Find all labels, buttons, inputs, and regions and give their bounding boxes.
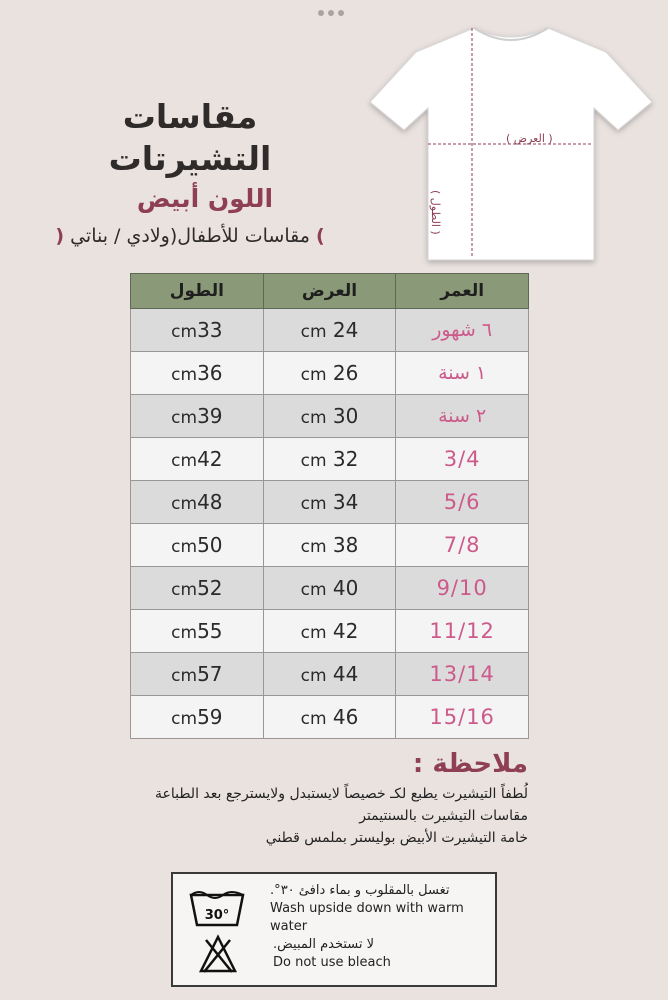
cell-age: 7/8 [396,524,529,567]
cell-length [131,610,264,653]
length-value: 48 [197,490,223,514]
table-row [131,352,529,395]
unit-label: cm [171,408,198,428]
width-label: ( العرض ) [506,132,553,145]
note-line-3: خامة التيشيرت الأبيض بوليستر بملمس قطني [265,830,528,846]
unit-label: cm [300,408,327,428]
bleach-text-en: Do not use bleach [273,955,391,970]
length-value: 36 [197,361,223,385]
color-label: اللون أبيض [136,184,274,213]
cell-width [263,395,396,438]
cell-width [263,524,396,567]
cell-age: ١ سنة [396,352,529,395]
length-value: 57 [197,662,223,686]
notes-section [155,745,528,849]
length-value: 33 [197,318,223,342]
paren-right: ) [315,225,325,247]
table-row [131,395,529,438]
unit-label: cm [300,580,327,600]
wash-temp: 30° [204,908,229,923]
no-bleach-icon [183,932,253,976]
cell-width [263,481,396,524]
note-line-1: لُطفاً التيشيرت يطبع لكـ خصيصاً لايستبدل ولايسترجع بعد الطباعة [154,786,528,802]
unit-label: cm [171,451,198,471]
unit-label: cm [300,451,327,471]
length-value: 59 [197,705,223,729]
care-row-wash [183,882,495,936]
care-row-bleach [183,932,391,976]
header [40,96,340,250]
unit-label: cm [300,537,327,557]
cell-age: 15/16 [396,696,529,739]
unit-label: cm [171,666,198,686]
kids-sizes-text: مقاسات للأطفال(ولادي / بناتي [70,225,310,247]
table-row [131,610,529,653]
width-value: 44 [332,662,359,686]
size-table [130,273,529,739]
unit-label: cm [171,623,198,643]
width-value: 34 [332,490,359,514]
cell-width [263,653,396,696]
width-value: 46 [332,705,359,729]
unit-label: cm [300,322,327,342]
bleach-text-ar: لا تستخدم المبيض. [273,937,375,952]
more-options-icon[interactable] [318,10,344,16]
length-value: 52 [197,576,223,600]
cell-length [131,481,264,524]
width-value: 26 [332,361,359,385]
cell-length [131,352,264,395]
unit-label: cm [171,494,198,514]
header-age: العمر [396,274,529,309]
cell-width [263,352,396,395]
cell-width [263,567,396,610]
cell-width [263,610,396,653]
table-header-row [131,274,529,309]
cell-length [131,395,264,438]
unit-label: cm [171,709,198,729]
cell-length [131,696,264,739]
table-row [131,524,529,567]
wash-30-icon [183,887,250,931]
cell-length [131,438,264,481]
unit-label: cm [300,666,327,686]
unit-label: cm [300,365,327,385]
unit-label: cm [171,322,198,342]
cell-width [263,438,396,481]
cell-length [131,653,264,696]
width-value: 24 [332,318,359,342]
length-value: 42 [197,447,223,471]
wash-text-ar: تغسل بالمقلوب و بماء دافئ ٣٠°. [270,883,450,898]
notes-title: ملاحظة : [412,749,528,779]
cell-age: 9/10 [396,567,529,610]
cell-age: 5/6 [396,481,529,524]
cell-length [131,524,264,567]
cell-length [131,567,264,610]
unit-label: cm [171,580,198,600]
width-value: 40 [332,576,359,600]
paren-left: ( [55,225,65,247]
cell-age: 13/14 [396,653,529,696]
table-row [131,567,529,610]
header-length: الطول [131,274,264,309]
cell-age: ٦ شهور [396,309,529,352]
width-value: 38 [332,533,359,557]
page-title: مقاسات التشيرتات [108,97,272,178]
width-value: 30 [332,404,359,428]
table-row [131,653,529,696]
table-row [131,438,529,481]
cell-age: 3/4 [396,438,529,481]
unit-label: cm [171,537,198,557]
cell-width [263,309,396,352]
width-value: 42 [332,619,359,643]
cell-length [131,309,264,352]
unit-label: cm [300,494,327,514]
cell-age: ٢ سنة [396,395,529,438]
note-line-2: مقاسات التيشيرت بالسنتيمتر [359,808,528,824]
unit-label: cm [300,623,327,643]
table-row [131,309,529,352]
cell-age: 11/12 [396,610,529,653]
length-value: 55 [197,619,223,643]
header-width: العرض [263,274,396,309]
wash-text-en: Wash upside down with warm water [270,901,464,934]
kids-sizes-label [40,222,340,250]
care-instructions-box [171,872,497,987]
unit-label: cm [300,709,327,729]
length-value: 39 [197,404,223,428]
table-row [131,481,529,524]
table-row [131,696,529,739]
cell-width [263,696,396,739]
tshirt-image [366,18,656,268]
length-value: 50 [197,533,223,557]
length-label: ( الطول ) [429,190,442,235]
unit-label: cm [171,365,198,385]
width-value: 32 [332,447,359,471]
